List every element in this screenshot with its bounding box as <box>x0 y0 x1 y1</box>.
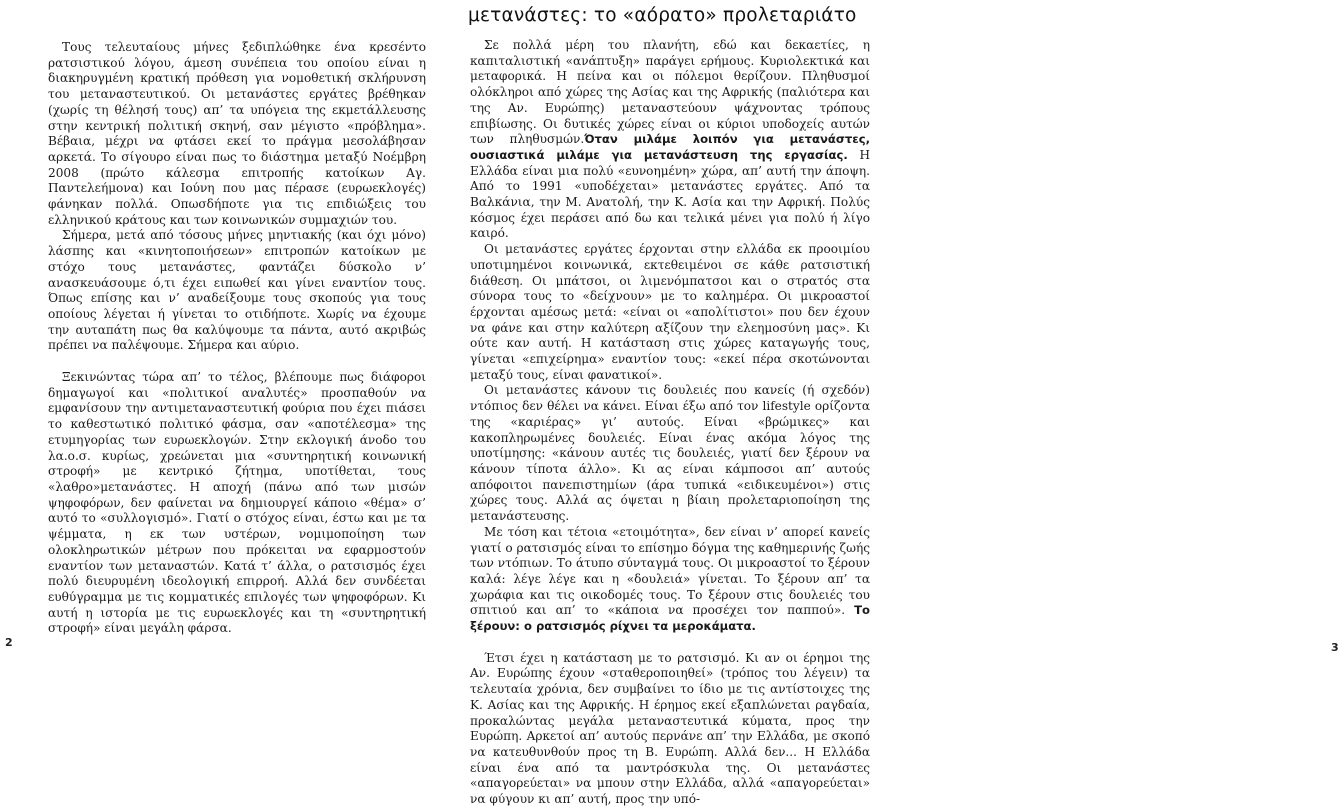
right-paragraph-4-text: Με τόση και τέτοια «ετοιμότητα», δεν είναι ν’ απορεί κανείς γιατί ο ρατσισμός είναι το επίσημο δόγμα της καθημερινής ζωής των ντόπιων. Το άτυπο σύνταγμά τους. Οι μικροαστοί το ξέρουν καλά: λέγε λέγε και η «δουλειά» γίνεται. Το ξέρουν απ’ τα χωράφια και τις οικοδομές τους. Το ξέρουν στις δουλειές του σπιτιού και απ’ το «κάποια να προσέχει τον παππού». <box>470 524 870 618</box>
left-text-column <box>48 40 426 637</box>
left-page-number: 2 <box>5 636 13 649</box>
right-page <box>450 0 1339 807</box>
right-paragraph-5: Έτσι έχει η κατάσταση με το ρατσισμό. Κι αν οι έρημοι της Αν. Ευρώπης έχουν «σταθεροποιηθεί» (τρόπος του λέγειν) τα τελευταία χρόνια, δεν συμβαίνει το ίδιο με τις αντίστοιχες της Κ. Ασίας και της Αφρικής. Η έρημος εκεί εξαπλώνεται ραγδαία, προκαλώντας μεγάλα μεταναστευτικά κύματα, προς την Ευρώπη. Αρκετοί απ’ αυτούς περνάνε απ’ την Ελλάδα, με σκοπό να κατευθυνθούν προς τη Β. Ευρώπη. Αλλά δεν... Η Ελλάδα είναι ένα από τα μαντρόσκυλα της. Οι μετανάστες «απαγορεύεται» να μπουν στην Ελλάδα, αλλά «απαγορεύεται» να φύγουν κι απ’ αυτή, προς την υπό- <box>470 650 870 807</box>
right-paragraph-1-emphasis: Όταν μιλάμε λοιπόν για μετανάστες, ουσιαστικά μιλάμε για μετανάστευση της εργασίας. <box>470 132 870 162</box>
right-paragraph-1 <box>470 38 870 242</box>
left-paragraph-2: Σήμερα, μετά από τόσους μήνες μηντιακής (και όχι μόνο) λάσπης και «κινητοποιήσεων» επιτροπών κατοίκων με στόχο τους μετανάστες, φαντάζει δύσκολο ν’ ανασκευάσουμε ό,τι έχει ειπωθεί και γίνει εναντίον τους. Όπως επίσης και ν’ αναδείξουμε τους σκοπούς για τους οποίους λέγεται ή γίνεται το οτιδήποτε. Χωρίς να έχουμε την αυταπάτη πως θα καλύψουμε τα πάντα, αυτό ακριβώς πρέπει να παλέψουμε. Σήμερα και αύριο. <box>48 228 426 353</box>
right-paragraph-1-tail: Η Ελλάδα είναι μια πολύ «ευνοημένη» χώρα, απ’ αυτή την άποψη. Από το 1991 «υποδέχεται» μετανάστες εργάτες. Από τα Βαλκάνια, την Μ. Ανατολή, την Κ. Ασία και την Αφρική. Πολύς κόσμος έχει περάσει από δω και τελικά μένει για πολύ ή λίγο καιρό. <box>470 147 870 241</box>
right-page-number: 3 <box>1331 641 1339 654</box>
right-paragraph-2: Οι μετανάστες εργάτες έρχονται στην ελλάδα εκ προοιμίου υποτιμημένοι κοινωνικά, εκτεθειμένοι σε κάθε ρατσιστική διάθεση. Οι μπάτσοι, οι λιμενόμπατσοι και ο στρατός στα σύνορα τους το «δείχνουν» με το καλημέρα. Οι μικροαστοί έρχονται αμέσως μετά: «είναι οι «απολίτιστοι» που δεν έχουν να φάνε και στην καλύτερη αξίζουν την ελεημοσύνη μας». Κι ούτε καν αυτή. Η κατάσταση στις χώρες καταγωγής τους, γίνεται «επιχείρημα» εναντίον τους: «εκεί πέρα σκοτώνονται μεταξύ τους, είναι φανατικοί». <box>470 242 870 382</box>
left-page <box>0 0 450 659</box>
right-paragraph-4 <box>470 525 870 635</box>
right-paragraph-1-text: Σε πολλά μέρη του πλανήτη, εδώ και δεκαετίες, η καπιταλιστική «ανάπτυξη» παράγει ερήμους. Κυριολεκτικά και μεταφορικά. Η πείνα και οι πόλεμοι θερίζουν. Πληθυσμοί ολόκληροι από χώρες της Ασίας και της Αφρικής (παλιότερα και της Αν. Ευρώπης) μεταναστεύουν ψάχνοντας τρόπους επιβίωσης. Οι δυτικές χώρες είναι οι κύριοι υποδοχείς αυτών των πληθυσμών. <box>470 38 870 147</box>
right-text-column <box>470 38 870 808</box>
left-paragraph-1: Τους τελευταίους μήνες ξεδιπλώθηκε ένα κρεσέντο ρατσιστικού λόγου, άμεση συνέπεια του οποίου είναι η διακηρυγμένη κρατική πρόθεση για νομοθετική σκλήρυνση του μεταναστευτικού. Οι μετανάστες εργάτες βρέθηκαν (χωρίς τη θέλησή τους) απ’ τα υπόγεια της εκμετάλλευσης στην κεντρική πολιτική σκηνή, σαν μέγιστο «πρόβλημα». Βέβαια, μέχρι να φτάσει εκεί το πράγμα μεσολάβησαν αρκετά. Το σίγουρο είναι πως το διάστημα μεταξύ Νοέμβρη 2008 (πρώτο κάλεσμα επιτροπής κατοίκων Αγ. Παντελεήμονα) και Ιούνη που μας πέρασε (ευρωεκλογές) φάνηκαν πολλά. Οπωσδήποτε για τις επιδιώξεις του ελληνικού κράτους και των κοινωνικών συμμαχιών του. <box>48 40 426 227</box>
right-paragraph-4-emphasis: Το ξέρουν: ο ρατσισμός ρίχνει τα μεροκάματα. <box>470 603 870 634</box>
right-paragraph-3: Οι μετανάστες κάνουν τις δουλειές που κανείς (ή σχεδόν) ντόπιος δεν θέλει να κάνει. Είναι έξω από τον lifestyle ορίζοντα της «καριέρας» γι’ αυτούς. Είναι «βρώμικες» και κακοπληρωμένες δουλειές. Είναι ένας ακόμα λόγος της υποτίμησης: «κάνουν αυτές τις δουλειές, γιατί δεν ξέρουν να κάνουν τίποτα άλλο». Κι ας είναι κάμποσοι απ’ αυτούς απόφοιτοι πανεπιστημίων (άρα τυπικά «ειδικευμένοι») στις χώρες τους. Αλλά ας όψεται η βίαιη προλεταριοποίηση της μετανάστευσης. <box>470 383 870 524</box>
article-title: μετανάστες: το «αόρατο» προλεταριάτο <box>468 5 857 26</box>
left-paragraph-3: Ξεκινώντας τώρα απ’ το τέλος, βλέπουμε πως διάφοροι δημαγωγοί και «πολιτικοί αναλυτές» προσπαθούν να εμφανίσουν την αντιμεταναστευτική φούρια που έχει πιάσει το καθεστωτικό πολιτικό φάσμα, σαν «αποτέλεσμα» της ετυμηγορίας των ευρωεκλογών. Στην εκλογική άνοδο του λα.ο.σ. κυρίως, χρεώνεται μια «συντηρητική κοινωνική στροφή» με κεντρικό ζήτημα, υποτίθεται, τους «λαθρο»μετανάστες. Η αποχή (πάνω από των μισών ψηφοφόρων, δεν φαίνεται να δημιουργεί κάποιο «θέμα» σ’ αυτό το «συλλογισμό». Γιατί ο στόχος είναι, έστω και με τα ψέμματα, η εκ των υστέρων, νομιμοποίηση των ολοκληρωτικών μέτρων που πρόκειται να εφαρμοστούν εναντίον των μεταναστών. Κατά τ’ άλλα, ο ρατσισμός έχει πολύ διευρυμένη ιδεολογική επιρροή. Αλλά δεν συνδέεται ευθύγραμμα με τις κομματικές επιλογές των ψηφοφόρων. Κι αυτή η ιστορία με τις ευρωεκλογές και τη «συντηρητική στροφή» είναι μεγάλη φάρσα. <box>48 370 426 636</box>
